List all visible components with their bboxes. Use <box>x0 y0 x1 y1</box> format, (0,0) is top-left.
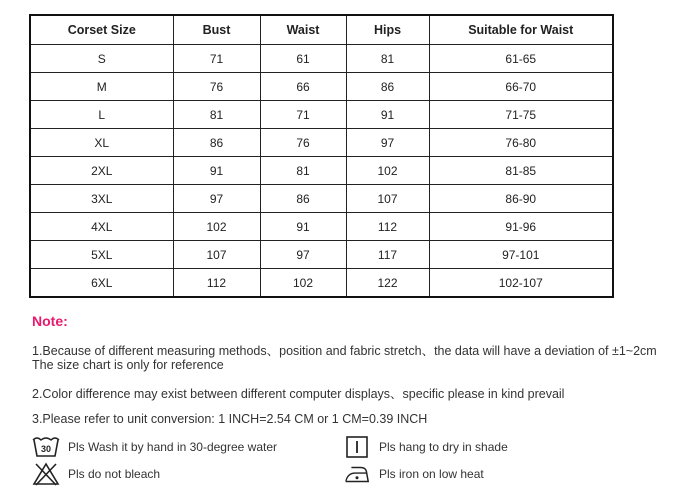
cell-suitable-waist: 81-85 <box>429 157 613 185</box>
header-hips: Hips <box>346 15 429 45</box>
cell-suitable-waist: 97-101 <box>429 241 613 269</box>
care-wash-label: Pls Wash it by hand in 30-degree water <box>68 440 277 454</box>
header-waist: Waist <box>260 15 346 45</box>
cell-bust: 91 <box>173 157 260 185</box>
cell-size: XL <box>30 129 173 157</box>
table-header-row <box>30 15 613 45</box>
cell-bust: 107 <box>173 241 260 269</box>
cell-waist: 76 <box>260 129 346 157</box>
cell-waist: 66 <box>260 73 346 101</box>
care-bleach-item <box>32 461 160 487</box>
cell-hips: 117 <box>346 241 429 269</box>
table-row <box>30 73 613 101</box>
wash-temperature: 30 <box>40 444 52 454</box>
note-line-1: 1.Because of different measuring methods、position and fabric stretch、the data will have a deviation of ±1~2cm <box>32 344 657 358</box>
table-row <box>30 157 613 185</box>
cell-size: M <box>30 73 173 101</box>
cell-bust: 97 <box>173 185 260 213</box>
cell-waist: 102 <box>260 269 346 298</box>
cell-size: L <box>30 101 173 129</box>
table-row <box>30 185 613 213</box>
cell-bust: 112 <box>173 269 260 298</box>
table-row <box>30 213 613 241</box>
care-dry-label: Pls hang to dry in shade <box>379 440 508 454</box>
cell-bust: 81 <box>173 101 260 129</box>
cell-suitable-waist: 102-107 <box>429 269 613 298</box>
cell-size: S <box>30 45 173 73</box>
cell-waist: 81 <box>260 157 346 185</box>
table-row <box>30 269 613 298</box>
cell-hips: 81 <box>346 45 429 73</box>
cell-waist: 97 <box>260 241 346 269</box>
header-bust: Bust <box>173 15 260 45</box>
cell-waist: 86 <box>260 185 346 213</box>
cell-hips: 91 <box>346 101 429 129</box>
cell-hips: 102 <box>346 157 429 185</box>
care-iron-label: Pls iron on low heat <box>379 467 484 481</box>
no-bleach-icon <box>32 461 60 487</box>
table-row <box>30 241 613 269</box>
note-line-3: 3.Please refer to unit conversion: 1 INCH=2.54 CM or 1 CM=0.39 INCH <box>32 412 428 426</box>
size-chart-table <box>29 14 614 298</box>
cell-suitable-waist: 61-65 <box>429 45 613 73</box>
cell-size: 4XL <box>30 213 173 241</box>
header-suitable-for-waist: Suitable for Waist <box>429 15 613 45</box>
table-row <box>30 129 613 157</box>
cell-suitable-waist: 66-70 <box>429 73 613 101</box>
cell-hips: 107 <box>346 185 429 213</box>
care-wash-item <box>32 434 277 460</box>
cell-bust: 76 <box>173 73 260 101</box>
care-dry-item <box>343 434 508 460</box>
hang-dry-shade-icon <box>343 434 371 460</box>
note-line-2: 2.Color difference may exist between different computer displays、specific please in kind prevail <box>32 387 565 401</box>
table-row <box>30 45 613 73</box>
cell-size: 3XL <box>30 185 173 213</box>
cell-suitable-waist: 91-96 <box>429 213 613 241</box>
table-body <box>30 45 613 298</box>
cell-waist: 91 <box>260 213 346 241</box>
cell-bust: 86 <box>173 129 260 157</box>
cell-size: 5XL <box>30 241 173 269</box>
cell-size: 6XL <box>30 269 173 298</box>
care-bleach-label: Pls do not bleach <box>68 467 161 481</box>
header-corset-size: Corset Size <box>30 15 173 45</box>
cell-bust: 71 <box>173 45 260 73</box>
note-title: Note: <box>32 313 68 329</box>
care-iron-item <box>343 461 484 487</box>
cell-hips: 97 <box>346 129 429 157</box>
cell-hips: 122 <box>346 269 429 298</box>
cell-size: 2XL <box>30 157 173 185</box>
cell-suitable-waist: 76-80 <box>429 129 613 157</box>
hand-wash-30-icon <box>32 434 60 460</box>
cell-hips: 86 <box>346 73 429 101</box>
cell-suitable-waist: 71-75 <box>429 101 613 129</box>
cell-hips: 112 <box>346 213 429 241</box>
cell-bust: 102 <box>173 213 260 241</box>
note-line-1-continued: The size chart is only for reference <box>32 358 224 372</box>
cell-waist: 61 <box>260 45 346 73</box>
cell-suitable-waist: 86-90 <box>429 185 613 213</box>
table-row <box>30 101 613 129</box>
cell-waist: 71 <box>260 101 346 129</box>
iron-low-heat-icon <box>343 461 371 487</box>
